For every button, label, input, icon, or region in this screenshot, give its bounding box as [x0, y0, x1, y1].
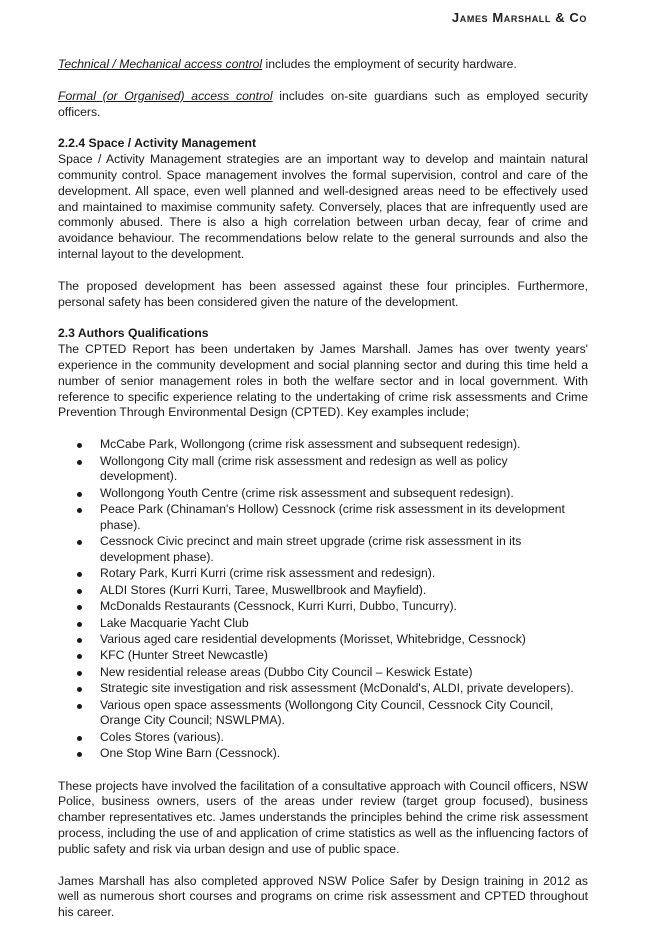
bullet-icon [77, 638, 82, 643]
bullet-icon [77, 671, 82, 676]
list-item: McDonalds Restaurants (Cessnock, Kurri Kurri, Dubbo, Tuncurry). [58, 599, 588, 615]
bullet-icon [77, 605, 82, 610]
list-item: Strategic site investigation and risk assessment (McDonald's, ALDI, private developers). [58, 681, 588, 697]
list-item: Peace Park (Chinaman's Hollow) Cessnock (crime risk assessment in its development phase). [58, 502, 588, 534]
list-item: Various aged care residential developments (Morisset, Whitebridge, Cessnock) [58, 632, 588, 648]
list-item: Cessnock Civic precinct and main street upgrade (crime risk assessment in its development phase). [58, 534, 588, 566]
bullet-icon [77, 622, 82, 627]
list-item: Wollongong City mall (crime risk assessment and redesign as well as policy development). [58, 454, 588, 486]
assessment-paragraph: The proposed development has been assessed against these four principles. Furthermore, personal safety has been considered given the nature of the development. [58, 278, 588, 309]
bullet-icon [77, 687, 82, 692]
list-item: Various open space assessments (Wollongong City Council, Cessnock City Council, Orange City Council; NSWLPMA). [58, 698, 588, 730]
list-item: Coles Stores (various). [58, 730, 588, 746]
heading-space-activity-management: 2.2.4 Space / Activity Management [58, 136, 257, 151]
document-body [58, 57, 588, 921]
list-item: KFC (Hunter Street Newcastle) [58, 648, 588, 664]
bullet-icon [77, 492, 82, 497]
heading-authors-qualifications: 2.3 Authors Qualifications [58, 326, 209, 341]
bullet-icon [77, 752, 82, 757]
bullet-icon [77, 589, 82, 594]
intro-technical-text: includes the employment of security hardware. [262, 57, 517, 71]
training-paragraph: James Marshall has also completed approved NSW Police Safer by Design training in 2012 as well as numerous short courses and programs on crime risk assessment and CPTED throughout his career. [58, 873, 588, 920]
bullet-icon [77, 736, 82, 741]
bullet-icon [77, 572, 82, 577]
term-formal-access-control: Formal (or Organised) access control [58, 88, 273, 103]
projects-paragraph: These projects have involved the facilitation of a consultative approach with Council officers, NSW Police, business owners, users of the areas under review (target group focused), business chamber representatives etc. James understands the principles behind the crime risk assessment process, including the use of and application of crime statistics as well as the influencing factors of public safety and risk via urban design and use of public space. [58, 778, 588, 856]
bullet-icon [77, 654, 82, 659]
list-item: Lake Macquarie Yacht Club [58, 616, 588, 632]
bullet-icon [77, 704, 82, 709]
intro-formal-text: includes on-site guardians such as employed security officers. [58, 88, 588, 119]
space-management-paragraph: Space / Activity Management strategies are an important way to develop and maintain natural community control. Space management involves the formal supervision, control and care of the development. All space, even well planned and well-designed areas need to be effectively used and maintained to maximise community safety. Conversely, places that are infrequently used are commonly abused. There is also a high correlation between urban decay, fear of crime and avoidance behaviour. The recommendations below relate to the general surrounds and also the internal layout to the development. [58, 152, 588, 261]
list-item: McCabe Park, Wollongong (crime risk assessment and subsequent redesign). [58, 437, 588, 453]
bullet-icon [77, 443, 82, 448]
term-technical-access-control: Technical / Mechanical access control [58, 57, 263, 71]
intro-formal [58, 89, 588, 121]
list-item: One Stop Wine Barn (Cessnock). [58, 746, 588, 762]
qualifications-paragraph: The CPTED Report has been undertaken by James Marshall. James has over twenty years' experience in the community development and social planning sector and during this time held a number of senior management roles in both the welfare sector and in local government. With reference to specific experience relating to the undertaking of crime risk assessments and Crime Prevention Through Environmental Design (CPTED). Key examples include; [58, 342, 588, 420]
bullet-icon [77, 508, 82, 513]
bullet-icon [77, 460, 82, 465]
list-item: Wollongong Youth Centre (crime risk assessment and subsequent redesign). [58, 486, 588, 502]
intro-technical [58, 57, 588, 73]
list-item: New residential release areas (Dubbo City Council – Keswick Estate) [58, 665, 588, 681]
list-item: ALDI Stores (Kurri Kurri, Taree, Muswellbrook and Mayfield). [58, 583, 588, 599]
list-item: Rotary Park, Kurri Kurri (crime risk assessment and redesign). [58, 566, 588, 582]
company-header: James Marshall & Co [451, 10, 587, 25]
experience-list [58, 437, 588, 762]
bullet-icon [77, 540, 82, 545]
